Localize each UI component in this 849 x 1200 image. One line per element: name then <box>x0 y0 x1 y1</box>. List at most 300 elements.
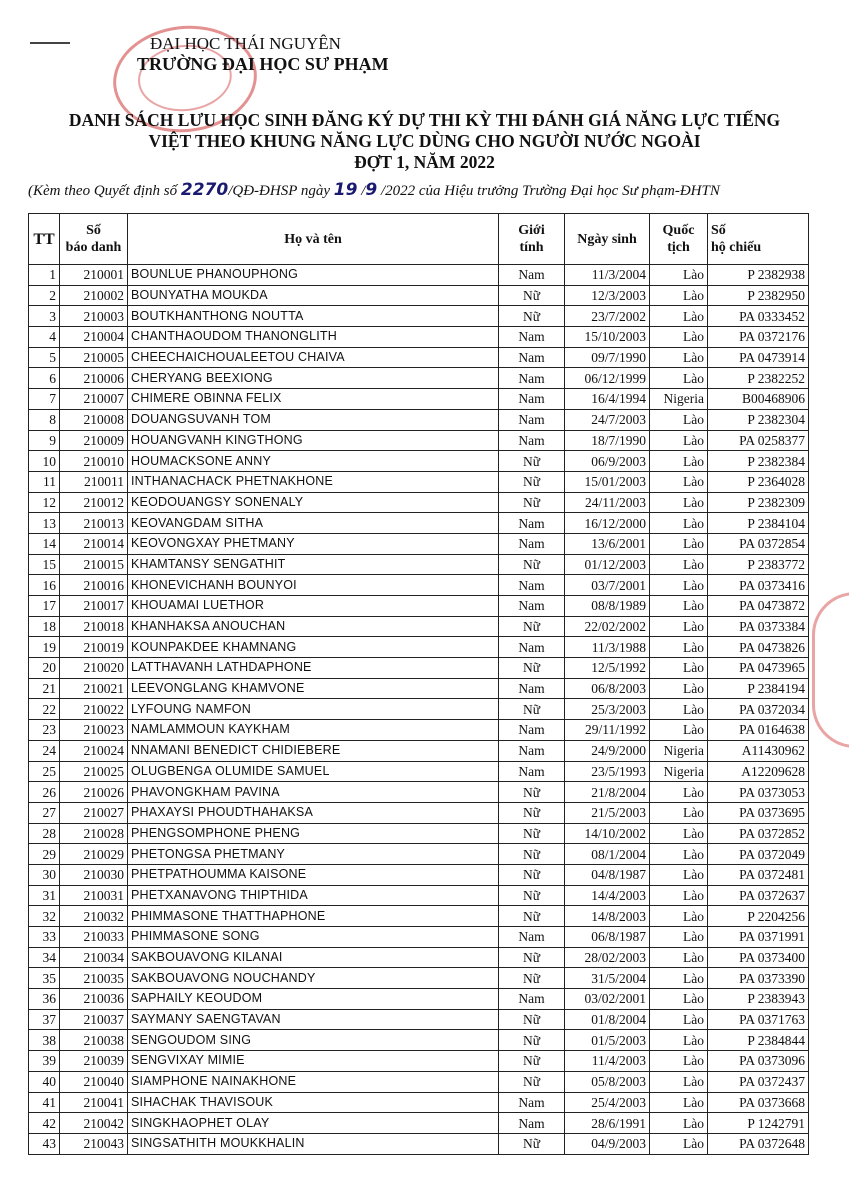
table-row <box>29 409 809 430</box>
cell-name: PHETPATHOUMMA KAISONE <box>128 864 499 885</box>
cell-name: CHERYANG BEEXIONG <box>128 368 499 389</box>
cell-sbd: 210023 <box>60 720 128 741</box>
cell-gender: Nam <box>499 533 565 554</box>
cell-tt: 2 <box>29 285 60 306</box>
cell-gender: Nam <box>499 989 565 1010</box>
cell-sbd: 210038 <box>60 1030 128 1051</box>
partial-seal-stamp <box>812 592 849 748</box>
cell-nationality: Nigeria <box>650 389 708 410</box>
cell-gender: Nam <box>499 740 565 761</box>
cell-sbd: 210013 <box>60 513 128 534</box>
cell-dob: 11/3/2004 <box>565 265 650 286</box>
cell-dob: 18/7/1990 <box>565 430 650 451</box>
table-row <box>29 885 809 906</box>
cell-gender: Nữ <box>499 885 565 906</box>
cell-name: CHIMERE OBINNA FELIX <box>128 389 499 410</box>
table-row <box>29 802 809 823</box>
table-row <box>29 596 809 617</box>
cell-dob: 12/5/1992 <box>565 658 650 679</box>
decision-number-handwritten: 2270 <box>180 180 229 200</box>
cell-dob: 08/8/1989 <box>565 596 650 617</box>
cell-tt: 38 <box>29 1030 60 1051</box>
cell-passport: PA 0372481 <box>708 864 809 885</box>
cell-sbd: 210019 <box>60 637 128 658</box>
cell-passport: PA 0373384 <box>708 616 809 637</box>
table-row <box>29 554 809 575</box>
table-row <box>29 947 809 968</box>
header-gender-line1: Giới <box>518 223 545 238</box>
cell-sbd: 210036 <box>60 989 128 1010</box>
title-line-3: ĐỢT 1, NĂM 2022 <box>354 152 495 172</box>
cell-passport: B00468906 <box>708 389 809 410</box>
cell-gender: Nữ <box>499 1133 565 1154</box>
table-row <box>29 430 809 451</box>
cell-nationality: Lào <box>650 885 708 906</box>
header-sbd-line2: báo danh <box>65 240 122 255</box>
cell-sbd: 210028 <box>60 823 128 844</box>
university-name: ĐẠI HỌC THÁI NGUYÊN <box>150 34 341 53</box>
table-row <box>29 347 809 368</box>
cell-gender: Nam <box>499 761 565 782</box>
cell-gender: Nữ <box>499 1051 565 1072</box>
cell-dob: 11/3/1988 <box>565 637 650 658</box>
header-sbd-line1: Số <box>86 223 101 238</box>
cell-name: KHANHAKSA ANOUCHAN <box>128 616 499 637</box>
table-row <box>29 740 809 761</box>
cell-nationality: Lào <box>650 968 708 989</box>
cell-sbd: 210037 <box>60 1009 128 1030</box>
cell-tt: 11 <box>29 471 60 492</box>
cell-nationality: Lào <box>650 430 708 451</box>
cell-passport: P 2382304 <box>708 409 809 430</box>
table-row <box>29 1071 809 1092</box>
cell-gender: Nam <box>499 513 565 534</box>
cell-sbd: 210025 <box>60 761 128 782</box>
header-sbd <box>60 214 128 265</box>
cell-name: HOUMACKSONE ANNY <box>128 451 499 472</box>
table-row <box>29 989 809 1010</box>
cell-nationality: Lào <box>650 451 708 472</box>
cell-dob: 24/7/2003 <box>565 409 650 430</box>
cell-nationality: Lào <box>650 492 708 513</box>
cell-dob: 15/10/2003 <box>565 327 650 348</box>
cell-nationality: Lào <box>650 265 708 286</box>
cell-passport: P 2382252 <box>708 368 809 389</box>
cell-name: KHOUAMAI LUETHOR <box>128 596 499 617</box>
cell-passport: PA 0373416 <box>708 575 809 596</box>
cell-sbd: 210003 <box>60 306 128 327</box>
cell-sbd: 210011 <box>60 471 128 492</box>
cell-nationality: Lào <box>650 782 708 803</box>
table-row <box>29 906 809 927</box>
cell-dob: 14/8/2003 <box>565 906 650 927</box>
table-body <box>29 265 809 1155</box>
cell-tt: 18 <box>29 616 60 637</box>
cell-nationality: Lào <box>650 989 708 1010</box>
decision-reference <box>28 180 828 200</box>
document-title <box>20 110 829 173</box>
cell-dob: 06/12/1999 <box>565 368 650 389</box>
table-row <box>29 1051 809 1072</box>
cell-name: KEOVANGDAM SITHA <box>128 513 499 534</box>
cell-gender: Nữ <box>499 1071 565 1092</box>
decision-month-handwritten: 9 <box>365 180 378 200</box>
table-row <box>29 1030 809 1051</box>
table-row <box>29 844 809 865</box>
cell-name: INTHANACHACK PHETNAKHONE <box>128 471 499 492</box>
cell-gender: Nữ <box>499 947 565 968</box>
cell-tt: 6 <box>29 368 60 389</box>
cell-name: KHAMTANSY SENGATHIT <box>128 554 499 575</box>
cell-nationality: Lào <box>650 802 708 823</box>
cell-nationality: Lào <box>650 906 708 927</box>
cell-passport: PA 0372854 <box>708 533 809 554</box>
cell-sbd: 210007 <box>60 389 128 410</box>
cell-gender: Nam <box>499 430 565 451</box>
cell-dob: 28/6/1991 <box>565 1113 650 1134</box>
cell-name: LYFOUNG NAMFON <box>128 699 499 720</box>
table-row <box>29 927 809 948</box>
cell-gender: Nam <box>499 409 565 430</box>
cell-nationality: Lào <box>650 823 708 844</box>
title-line-1: DANH SÁCH LƯU HỌC SINH ĐĂNG KÝ DỰ THI KỲ THI ĐÁNH GIÁ NĂNG LỰC TIẾNG <box>68 110 781 130</box>
table-row <box>29 864 809 885</box>
cell-nationality: Lào <box>650 1030 708 1051</box>
cell-name: BOUNLUE PHANOUPHONG <box>128 265 499 286</box>
cell-passport: PA 0258377 <box>708 430 809 451</box>
cell-sbd: 210041 <box>60 1092 128 1113</box>
cell-sbd: 210020 <box>60 658 128 679</box>
cell-gender: Nữ <box>499 864 565 885</box>
cell-gender: Nam <box>499 347 565 368</box>
cell-name: HOUANGVANH KINGTHONG <box>128 430 499 451</box>
table-row <box>29 616 809 637</box>
cell-dob: 25/3/2003 <box>565 699 650 720</box>
decision-day-handwritten: 19 <box>333 180 358 200</box>
cell-passport: P 2382950 <box>708 285 809 306</box>
cell-sbd: 210014 <box>60 533 128 554</box>
cell-tt: 3 <box>29 306 60 327</box>
cell-sbd: 210022 <box>60 699 128 720</box>
cell-sbd: 210032 <box>60 906 128 927</box>
cell-gender: Nữ <box>499 844 565 865</box>
cell-gender: Nữ <box>499 492 565 513</box>
cell-name: LEEVONGLANG KHAMVONE <box>128 678 499 699</box>
cell-passport: P 2384194 <box>708 678 809 699</box>
cell-passport: P 2384104 <box>708 513 809 534</box>
cell-tt: 23 <box>29 720 60 741</box>
cell-sbd: 210012 <box>60 492 128 513</box>
cell-passport: PA 0373096 <box>708 1051 809 1072</box>
cell-dob: 16/12/2000 <box>565 513 650 534</box>
cell-nationality: Lào <box>650 596 708 617</box>
cell-name: SIAMPHONE NAINAKHONE <box>128 1071 499 1092</box>
table-row <box>29 823 809 844</box>
cell-nationality: Lào <box>650 471 708 492</box>
table-row <box>29 285 809 306</box>
cell-tt: 15 <box>29 554 60 575</box>
cell-dob: 14/4/2003 <box>565 885 650 906</box>
cell-gender: Nam <box>499 1092 565 1113</box>
cell-name: KEODOUANGSY SONENALY <box>128 492 499 513</box>
cell-name: SAYMANY SAENGTAVAN <box>128 1009 499 1030</box>
cell-tt: 35 <box>29 968 60 989</box>
cell-sbd: 210024 <box>60 740 128 761</box>
header-tt: TT <box>29 214 60 265</box>
cell-name: NAMLAMMOUN KAYKHAM <box>128 720 499 741</box>
decision-mid: /QĐ-ĐHSP ngày <box>228 183 334 199</box>
cell-sbd: 210004 <box>60 327 128 348</box>
cell-nationality: Lào <box>650 699 708 720</box>
cell-dob: 24/9/2000 <box>565 740 650 761</box>
cell-passport: PA 0473914 <box>708 347 809 368</box>
cell-gender: Nữ <box>499 823 565 844</box>
decision-suffix: /2022 của Hiệu trưởng Trường Đại học Sư phạm-ĐHTN <box>377 183 720 199</box>
cell-passport: P 2364028 <box>708 471 809 492</box>
cell-name: SAKBOUAVONG KILANAI <box>128 947 499 968</box>
cell-tt: 17 <box>29 596 60 617</box>
cell-dob: 04/8/1987 <box>565 864 650 885</box>
cell-name: SIHACHAK THAVISOUK <box>128 1092 499 1113</box>
cell-tt: 4 <box>29 327 60 348</box>
cell-gender: Nữ <box>499 1009 565 1030</box>
cell-sbd: 210039 <box>60 1051 128 1072</box>
cell-tt: 40 <box>29 1071 60 1092</box>
cell-name: PHETXANAVONG THIPTHIDA <box>128 885 499 906</box>
cell-tt: 10 <box>29 451 60 472</box>
cell-dob: 24/11/2003 <box>565 492 650 513</box>
cell-sbd: 210031 <box>60 885 128 906</box>
cell-sbd: 210027 <box>60 802 128 823</box>
cell-sbd: 210018 <box>60 616 128 637</box>
header-dob: Ngày sinh <box>565 214 650 265</box>
cell-name: PHIMMASONE THATTHAPHONE <box>128 906 499 927</box>
cell-nationality: Lào <box>650 347 708 368</box>
cell-tt: 20 <box>29 658 60 679</box>
header-nationality <box>650 214 708 265</box>
cell-sbd: 210034 <box>60 947 128 968</box>
table-row <box>29 761 809 782</box>
cell-tt: 31 <box>29 885 60 906</box>
cell-nationality: Lào <box>650 306 708 327</box>
cell-nationality: Lào <box>650 285 708 306</box>
cell-name: KOUNPAKDEE KHAMNANG <box>128 637 499 658</box>
cell-gender: Nữ <box>499 471 565 492</box>
decision-sep: / <box>357 183 366 199</box>
cell-name: CHANTHAOUDOM THANONGLITH <box>128 327 499 348</box>
cell-nationality: Nigeria <box>650 740 708 761</box>
cell-passport: PA 0373053 <box>708 782 809 803</box>
table-header-row <box>29 214 809 265</box>
cell-nationality: Lào <box>650 533 708 554</box>
cell-dob: 16/4/1994 <box>565 389 650 410</box>
cell-gender: Nữ <box>499 1030 565 1051</box>
cell-dob: 08/1/2004 <box>565 844 650 865</box>
cell-gender: Nữ <box>499 285 565 306</box>
cell-passport: PA 0473872 <box>708 596 809 617</box>
cell-dob: 09/7/1990 <box>565 347 650 368</box>
cell-passport: P 2382938 <box>708 265 809 286</box>
cell-name: PHAVONGKHAM PAVINA <box>128 782 499 803</box>
cell-name: PHAXAYSI PHOUDTHAHAKSA <box>128 802 499 823</box>
cell-passport: PA 0473826 <box>708 637 809 658</box>
cell-name: OLUGBENGA OLUMIDE SAMUEL <box>128 761 499 782</box>
cell-nationality: Lào <box>650 720 708 741</box>
cell-gender: Nữ <box>499 802 565 823</box>
cell-gender: Nữ <box>499 306 565 327</box>
table-row <box>29 451 809 472</box>
table-row <box>29 533 809 554</box>
cell-dob: 31/5/2004 <box>565 968 650 989</box>
cell-dob: 06/9/2003 <box>565 451 650 472</box>
cell-tt: 16 <box>29 575 60 596</box>
cell-tt: 9 <box>29 430 60 451</box>
cell-nationality: Lào <box>650 554 708 575</box>
cell-tt: 1 <box>29 265 60 286</box>
cell-passport: P 2383943 <box>708 989 809 1010</box>
table-row <box>29 1133 809 1154</box>
cell-tt: 21 <box>29 678 60 699</box>
header-nat-line1: Quốc <box>662 223 695 238</box>
cell-name: SAKBOUAVONG NOUCHANDY <box>128 968 499 989</box>
cell-sbd: 210035 <box>60 968 128 989</box>
cell-dob: 23/5/1993 <box>565 761 650 782</box>
cell-gender: Nam <box>499 927 565 948</box>
cell-nationality: Lào <box>650 1051 708 1072</box>
cell-gender: Nam <box>499 575 565 596</box>
cell-sbd: 210009 <box>60 430 128 451</box>
cell-sbd: 210026 <box>60 782 128 803</box>
cell-sbd: 210002 <box>60 285 128 306</box>
cell-gender: Nữ <box>499 968 565 989</box>
cell-tt: 8 <box>29 409 60 430</box>
table-row <box>29 968 809 989</box>
cell-dob: 03/02/2001 <box>565 989 650 1010</box>
cell-gender: Nữ <box>499 451 565 472</box>
header-nat-line2: tịch <box>667 240 690 255</box>
table-row <box>29 658 809 679</box>
cell-gender: Nữ <box>499 554 565 575</box>
cell-nationality: Lào <box>650 575 708 596</box>
cell-sbd: 210005 <box>60 347 128 368</box>
cell-gender: Nam <box>499 327 565 348</box>
cell-tt: 37 <box>29 1009 60 1030</box>
cell-sbd: 210006 <box>60 368 128 389</box>
cell-sbd: 210029 <box>60 844 128 865</box>
cell-passport: A11430962 <box>708 740 809 761</box>
cell-sbd: 210008 <box>60 409 128 430</box>
cell-passport: P 2382309 <box>708 492 809 513</box>
cell-tt: 33 <box>29 927 60 948</box>
cell-passport: PA 0373668 <box>708 1092 809 1113</box>
cell-name: SAPHAILY KEOUDOM <box>128 989 499 1010</box>
cell-passport: P 2382384 <box>708 451 809 472</box>
cell-tt: 39 <box>29 1051 60 1072</box>
cell-gender: Nữ <box>499 699 565 720</box>
cell-name: SINGKHAOPHET OLAY <box>128 1113 499 1134</box>
cell-passport: PA 0372034 <box>708 699 809 720</box>
cell-sbd: 210040 <box>60 1071 128 1092</box>
school-name: TRƯỜNG ĐẠI HỌC SƯ PHẠM <box>137 54 389 74</box>
cell-gender: Nam <box>499 368 565 389</box>
cell-dob: 29/11/1992 <box>565 720 650 741</box>
header-pp-line1: Số <box>711 223 726 238</box>
cell-nationality: Lào <box>650 658 708 679</box>
cell-sbd: 210033 <box>60 927 128 948</box>
cell-sbd: 210001 <box>60 265 128 286</box>
cell-dob: 23/7/2002 <box>565 306 650 327</box>
cell-tt: 19 <box>29 637 60 658</box>
cell-name: BOUTKHANTHONG NOUTTA <box>128 306 499 327</box>
cell-nationality: Lào <box>650 327 708 348</box>
table-row <box>29 265 809 286</box>
cell-nationality: Lào <box>650 409 708 430</box>
cell-dob: 21/8/2004 <box>565 782 650 803</box>
cell-nationality: Lào <box>650 368 708 389</box>
cell-passport: P 2383772 <box>708 554 809 575</box>
cell-nationality: Lào <box>650 1092 708 1113</box>
decision-prefix: (Kèm theo Quyết định số <box>28 183 181 199</box>
cell-passport: PA 0371991 <box>708 927 809 948</box>
pen-mark <box>30 42 70 46</box>
cell-nationality: Lào <box>650 513 708 534</box>
table-row <box>29 1113 809 1134</box>
cell-dob: 01/8/2004 <box>565 1009 650 1030</box>
cell-gender: Nam <box>499 720 565 741</box>
cell-passport: A12209628 <box>708 761 809 782</box>
header-passport <box>708 214 809 265</box>
cell-gender: Nam <box>499 678 565 699</box>
cell-sbd: 210016 <box>60 575 128 596</box>
cell-nationality: Nigeria <box>650 761 708 782</box>
cell-passport: PA 0371763 <box>708 1009 809 1030</box>
table-row <box>29 1009 809 1030</box>
cell-name: SENGVIXAY MIMIE <box>128 1051 499 1072</box>
cell-tt: 34 <box>29 947 60 968</box>
cell-tt: 27 <box>29 802 60 823</box>
cell-tt: 12 <box>29 492 60 513</box>
cell-nationality: Lào <box>650 864 708 885</box>
table-row <box>29 389 809 410</box>
candidate-table <box>28 213 809 1155</box>
cell-name: SINGSATHITH MOUKKHALIN <box>128 1133 499 1154</box>
cell-dob: 14/10/2002 <box>565 823 650 844</box>
cell-gender: Nam <box>499 1113 565 1134</box>
cell-dob: 04/9/2003 <box>565 1133 650 1154</box>
cell-dob: 15/01/2003 <box>565 471 650 492</box>
cell-nationality: Lào <box>650 927 708 948</box>
cell-nationality: Lào <box>650 1113 708 1134</box>
cell-passport: P 2204256 <box>708 906 809 927</box>
cell-passport: PA 0373695 <box>708 802 809 823</box>
cell-passport: P 1242791 <box>708 1113 809 1134</box>
cell-dob: 06/8/1987 <box>565 927 650 948</box>
cell-nationality: Lào <box>650 1009 708 1030</box>
header-gender-line2: tính <box>519 240 544 255</box>
cell-passport: PA 0372852 <box>708 823 809 844</box>
cell-tt: 5 <box>29 347 60 368</box>
cell-sbd: 210017 <box>60 596 128 617</box>
cell-dob: 22/02/2002 <box>565 616 650 637</box>
cell-nationality: Lào <box>650 1133 708 1154</box>
header-name: Họ và tên <box>128 214 499 265</box>
table-row <box>29 471 809 492</box>
table-row <box>29 327 809 348</box>
cell-sbd: 210021 <box>60 678 128 699</box>
cell-gender: Nữ <box>499 782 565 803</box>
cell-passport: PA 0333452 <box>708 306 809 327</box>
cell-dob: 01/12/2003 <box>565 554 650 575</box>
